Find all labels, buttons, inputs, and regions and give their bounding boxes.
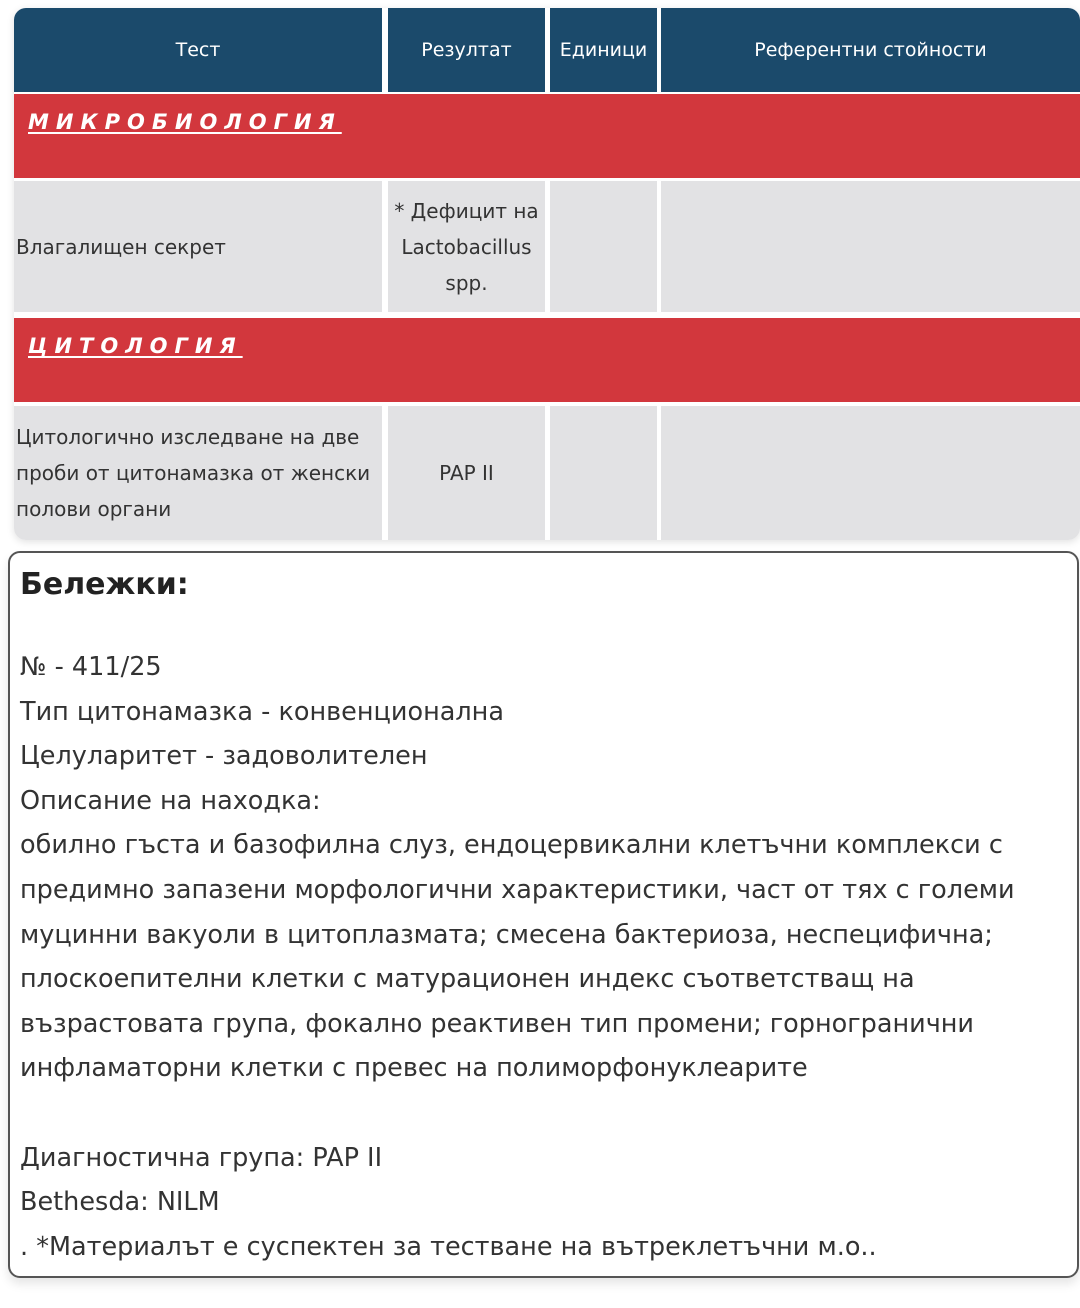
row-units [550, 406, 657, 540]
row-reference [661, 406, 1080, 540]
note-line: № - 411/25 [20, 652, 162, 682]
row-result: * Дефицит на Lactobacillus spp. [388, 181, 545, 312]
header-result: Резултат [388, 8, 545, 92]
header-test: Тест [14, 8, 382, 92]
note-line: възрастовата група, фокално реактивен тип промени; горногранични [20, 1008, 975, 1039]
note-line: Bethesda: NILM [20, 1187, 220, 1218]
section-microbiology [14, 94, 1080, 178]
note-line: Целуларитет - задоволителен [20, 741, 428, 772]
note-line: Тип цитонамазка - конвенционална [20, 696, 504, 727]
note-line: предимно запазени морфологични характеристики, част от тях с големи [20, 874, 1015, 905]
header-reference: Референтни стойности [661, 8, 1080, 92]
notes-body [20, 645, 1060, 1269]
results-table [14, 8, 1080, 540]
note-line: обилно гъста и базофилна слуз, ендоцервикални клетъчни комплекси с [20, 830, 1003, 861]
note-line: инфламаторни клетки с превес на полиморфонуклеарите [20, 1053, 808, 1084]
section-cytology [14, 318, 1080, 402]
note-line: . *Материалът е суспектен за тестване на вътреклетъчни м.о.. [20, 1231, 877, 1262]
section-title[interactable]: МИКРОБИОЛОГИЯ [28, 110, 342, 134]
notes-panel [8, 551, 1079, 1278]
row-units [550, 181, 657, 312]
row-test-name: Цитологично изследване на две проби от цитонамазка от женски полови органи [14, 406, 382, 540]
header-units: Единици [550, 8, 657, 92]
row-reference [661, 181, 1080, 312]
note-line: Диагностична група: PAP II [20, 1142, 383, 1173]
note-line: муцинни вакуоли в цитоплазмата; смесена бактериоза, неспецифична; [20, 919, 993, 950]
note-line: Описание на находка: [20, 785, 321, 816]
note-spacer [20, 1091, 1060, 1136]
section-title[interactable]: ЦИТОЛОГИЯ [28, 334, 243, 358]
row-result: PAP II [388, 406, 545, 540]
notes-title: Бележки: [20, 567, 189, 602]
note-line: плоскоепителни клетки с матурационен индекс съответстващ на [20, 964, 915, 995]
row-test-name: Влагалищен секрет [14, 181, 382, 312]
